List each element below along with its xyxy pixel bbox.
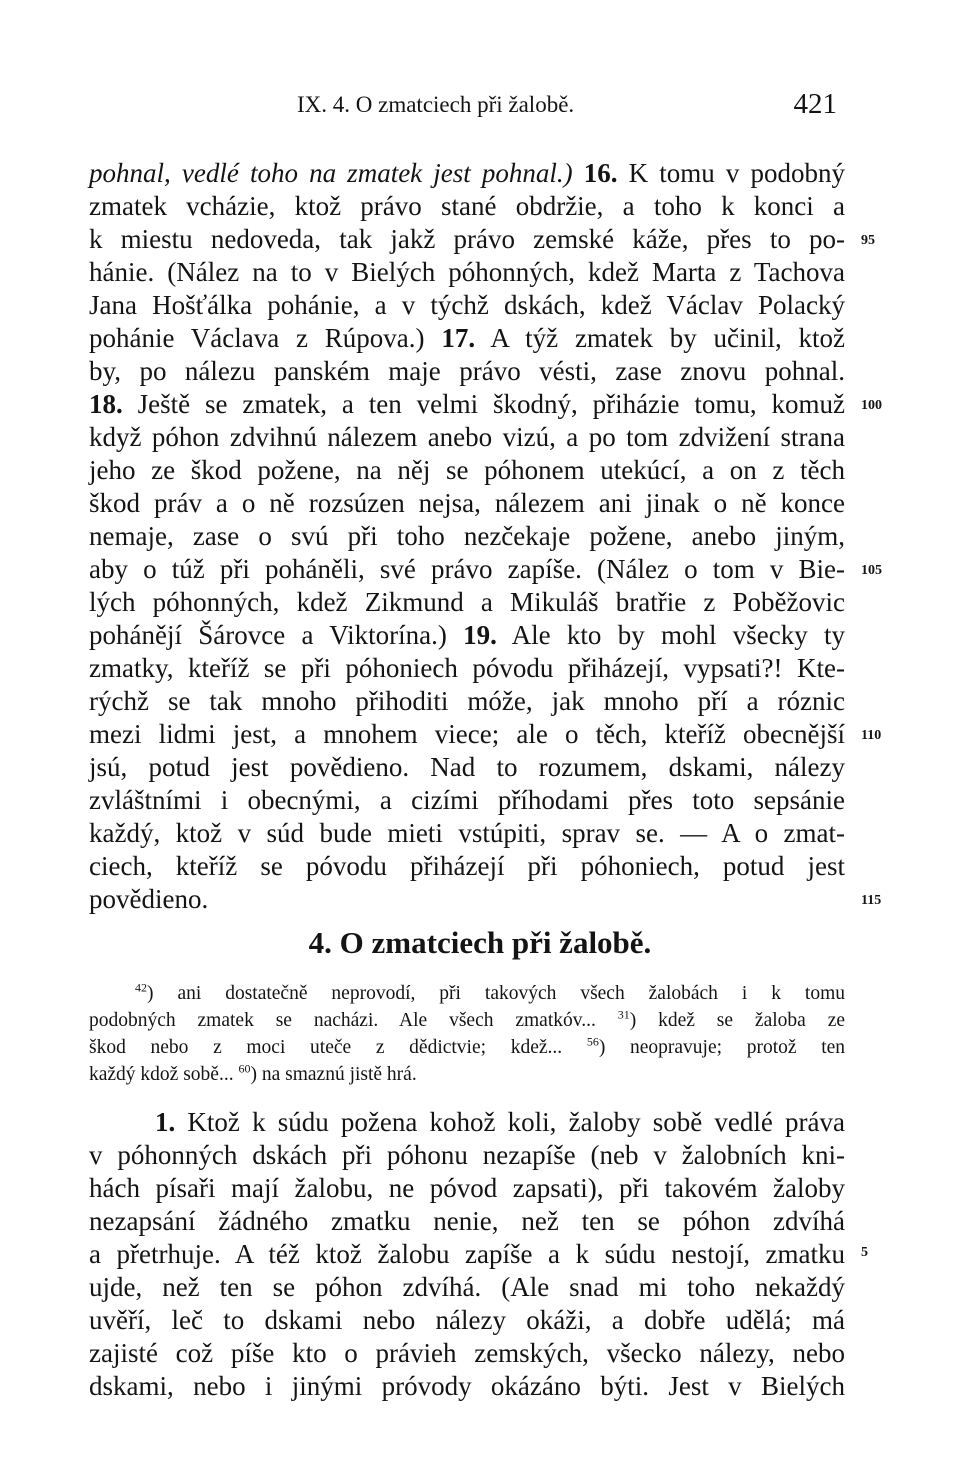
text-line: zajisté což píše kto o právieh zemských, všecko nálezy, nebo <box>89 1338 845 1368</box>
line-number: 105 <box>861 563 882 578</box>
text-line: dskami, nebo i jinými próvody okázáno býti. Jest v Bielých <box>89 1371 845 1401</box>
text-line: nezapsání žádného zmatku nenie, než ten se póhon zdvíhá <box>89 1206 845 1236</box>
text: na smaznú jistě hrá. <box>261 1064 417 1085</box>
line-number: 100 <box>861 398 882 413</box>
text-line: hánie. (Nález na to v Bielých póhonných, kdež Marta z Tachova <box>89 257 845 287</box>
text-line: lých póhonných, kdež Zikmund a Mikuláš bratřie z Poběžovic <box>89 587 845 617</box>
text-line: zmatek vcházie, ktož právo stané obdržie, a toho k konci a <box>89 191 845 221</box>
text-line <box>89 388 845 420</box>
text-line: k miestu nedoveda, tak jakž právo zemské káže, přes to po- <box>89 224 845 254</box>
text: K tomu v podobný <box>628 158 846 188</box>
paragraph-number: 1. <box>155 1107 176 1137</box>
text-line: jeho ze škod požene, na něj se póhonem utekúcí, a on z těch <box>89 455 845 485</box>
text-line <box>89 157 845 189</box>
paragraph-number: 18. <box>89 389 123 419</box>
paragraph-number: 17. <box>441 323 476 353</box>
text: pohánie Václava z Rúpova.) <box>89 323 425 353</box>
note-line: podobných zmatek se nacházi. Ale všech zmatkóv... $^{31}$) kdež se žaloba ze <box>89 1007 846 1031</box>
text-line: ujde, než ten se póhon zdvíhá. (Ale snad mi toho nekaždý <box>89 1272 845 1302</box>
text-line: když póhon zdvihnú nálezem anebo vizú, a po tom zdvižení strana <box>89 422 845 452</box>
text-line: uvěří, leč to dskami nebo nálezy okáži, a dobře udělá; má <box>89 1305 845 1335</box>
text: ani dostatečně neprovodí, při takových všech žalobách i k tomu <box>177 983 845 1004</box>
text-line: ciech, kteříž se póvodu přiházejí při póhoniech, potud jest <box>89 851 845 881</box>
text-line: nemaje, zase o svú při toho nezčekaje požene, anebo jiným, <box>89 521 845 551</box>
line-number: 115 <box>861 893 882 908</box>
text-line: aby o túž při poháněli, své právo zapíše. (Nález o tom v Bie- <box>89 554 845 584</box>
text-line: povědieno. <box>89 884 209 914</box>
text: škod nebo z moci uteče z dědictvie; kdež... <box>89 1037 563 1058</box>
paragraph-number: 19. <box>463 620 497 650</box>
page-number: 421 <box>793 88 837 120</box>
text-line: škod práv a o ně rozsúzen nejsa, nálezem ani jinak o ně konce <box>89 488 845 518</box>
text-line <box>89 619 845 651</box>
text-line: v póhonných dskách při póhonu nezapíše (neb v žalobních kni- <box>89 1140 845 1170</box>
text-line: by, po nálezu panském maje právo vésti, zase znovu pohnal. <box>89 356 845 386</box>
text: podobných zmatek se nacházi. Ale všech zmatkóv... <box>89 1010 596 1031</box>
text: Ale kto by mohl všecky ty <box>511 620 846 650</box>
note-marker: 60 <box>238 1061 251 1076</box>
text-line: zmatky, kteříž se při póhoniech póvodu přiházejí, vypsati?! Kte- <box>89 653 845 683</box>
paragraph-number: 16. <box>583 158 618 188</box>
line-number: 110 <box>861 728 882 743</box>
line-number: 5 <box>861 1245 868 1260</box>
text-line: rýchž se tak mnoho přihoditi móže, jak mnoho pří a róznic <box>89 686 845 716</box>
running-title: IX. 4. O zmatciech při žalobě. <box>297 92 575 117</box>
text: A týž zmatek by učinil, ktož <box>490 323 846 353</box>
text: neopravuje; protož ten <box>630 1037 846 1058</box>
note-marker: 56 <box>586 1034 599 1049</box>
note-marker: 31 <box>617 1007 630 1022</box>
section-heading: 4. O zmatciech při žalobě. <box>308 925 652 960</box>
text: pohánějí Šárovce a Viktorína.) <box>89 620 447 650</box>
text-line: mezi lidmi jest, a mnohem viece; ale o těch, kteříž obecnější <box>89 719 845 749</box>
note-line: $^{42}$) ani dostatečně neprovodí, při takových všech žalobách i k tomu <box>135 980 845 1004</box>
text: kdež se žaloba ze <box>658 1010 846 1031</box>
text-line <box>155 1106 845 1138</box>
text-line: Jana Hošťálka pohánie, a v týchž dskách, kdež Václav Polacký <box>89 290 845 320</box>
text-line: jsú, potud jest povědieno. Nad to rozumem, dskami, nálezy <box>89 752 845 782</box>
text-line: a přetrhuje. A též ktož žalobu zapíše a k súdu nestojí, zmatku <box>89 1239 845 1269</box>
line-number: 95 <box>861 233 875 248</box>
text-line: hách písaři mají žalobu, ne póvod zapsati), při takovém žaloby <box>89 1173 845 1203</box>
text-line <box>89 322 845 354</box>
note-line: škod nebo z moci uteče z dědictvie; kdež... $^{56}$) neopravuje; protož ten <box>89 1034 846 1058</box>
page-header <box>297 88 837 124</box>
text: Ktož k súdu požena kohož koli, žaloby sobě vedlé práva <box>187 1107 845 1137</box>
note-marker: 42 <box>135 980 147 995</box>
note-line: každý kdož sobě... $^{60}$) na smaznú jistě hrá. <box>89 1061 417 1085</box>
text-line: každý, ktož v súd bude mieti vstúpiti, sprav se. — A o zmat- <box>89 818 845 848</box>
text-line: zvláštními i obecnými, a cizími příhodami přes toto sepsánie <box>89 785 845 815</box>
text: Ještě se zmatek, a ten velmi škodný, přiházie tomu, komuž <box>137 389 845 419</box>
italic-text: pohnal, vedlé toho na zmatek jest pohnal.) <box>89 158 573 188</box>
text: každý kdož sobě... <box>89 1064 234 1085</box>
